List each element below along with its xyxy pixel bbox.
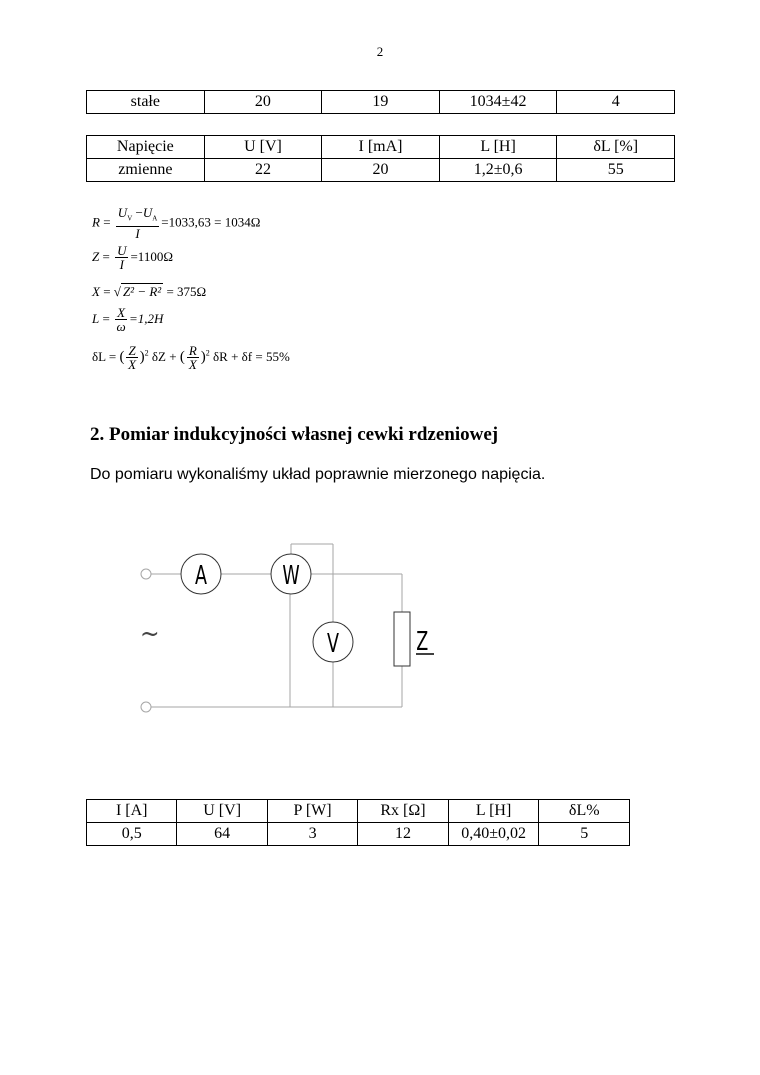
impedance-label: Z [416,627,429,657]
table-header: P [W] [267,800,357,823]
circuit-diagram [0,530,760,730]
formula-symbol: U [142,205,153,220]
formula-numerator: X [117,305,126,320]
formula-denominator: X [128,357,137,372]
table-cell: 3 [267,823,357,846]
formula-radicand: Z² − R² [122,284,162,299]
results-table-zmienne [86,135,675,182]
table-cell: 5 [539,823,630,846]
section-paragraph: Do pomiaru wykonaliśmy układ poprawnie mierzonego napięcia. [90,466,546,483]
formula-l: L = $\frac{X}{\omega}$ =1,2H [92,305,164,334]
fraction [116,206,160,241]
formula-x: X = √ Z² − R² = 375Ω [92,284,207,299]
voltmeter-label: V [327,629,339,659]
formula-lhs: L [92,310,100,326]
ac-source-icon: ~ [140,619,160,649]
formula-lhs: R [92,214,100,230]
table-header: I [mA] [322,136,440,159]
table-cell: 19 [322,91,440,114]
table-cell: zmienne [87,159,205,182]
formula-denominator: ω [116,319,126,334]
table-header: L [H] [439,136,557,159]
ammeter-label: A [195,561,207,591]
table-cell: 12 [358,823,448,846]
formula-result: =1033,63 = 1034Ω [161,214,261,230]
formula-result: =1100Ω [130,248,173,264]
formula-numerator: R [188,343,197,358]
fraction [115,244,128,272]
impedance-icon [394,612,410,666]
table-cell: 22 [204,159,322,182]
table-header: δL [%] [557,136,675,159]
formula-numerator: Z [128,343,136,358]
terminal-bottom [141,702,151,712]
wattmeter-label: W [282,561,300,591]
sqrt-icon: √ [113,284,121,299]
page-number: 2 [376,44,384,59]
table-row [87,136,675,159]
table-cell: 0,5 [87,823,177,846]
table-header: U [V] [204,136,322,159]
formula-denominator: I [135,225,140,241]
formula-symbol: U [117,205,128,220]
formula-dl: δL = ( $\frac{Z}{X}$ )$^2$ δZ + ( $\frac{R}{X}$ )$^2$ δR + δf = 55% [92,343,290,372]
table-cell: stałe [87,91,205,114]
table-cell: 20 [322,159,440,182]
formula-subscript: V [127,214,133,223]
table-header: δL% [539,800,630,823]
terminal-top [141,569,151,579]
fraction [115,306,127,334]
formula-lhs: Z [92,248,100,264]
table-cell: 20 [204,91,322,114]
formula-operator: − [135,205,143,220]
formula-result: =1,2H [129,310,164,326]
table-row [87,91,675,114]
table-cell: 4 [557,91,675,114]
table-cell: 1,2±0,6 [439,159,557,182]
formula-lhs: X [92,284,100,299]
results-table-stale [86,90,675,114]
fraction [126,344,137,372]
table-row [87,823,630,846]
formula-r: R = $\frac{U_V -U_A}{I}$ =1033,63 = 1034Ω [92,205,261,241]
section-heading: 2. Pomiar indukcyjności własnej cewki rdzeniowej [90,424,499,445]
table-header: U [V] [177,800,267,823]
table-header: Rx [Ω] [358,800,448,823]
table-header: L [H] [448,800,539,823]
formula-term: δZ + [151,348,177,364]
table-header: I [A] [87,800,177,823]
table-cell: Napięcie [87,136,205,159]
table-row [87,159,675,182]
formula-result: = 375Ω [166,284,207,299]
formula-denominator: I [119,257,124,272]
table-cell: 0,40±0,02 [448,823,539,846]
measurement-table [86,799,630,846]
table-cell: 1034±42 [439,91,557,114]
fraction [187,344,199,372]
formula-term: δR + δf = 55% [213,348,290,364]
formula-numerator: U [117,243,127,258]
table-cell: 64 [177,823,267,846]
table-cell: 55 [557,159,675,182]
formula-lhs: δL [92,348,106,364]
formula-subscript: A [152,214,158,223]
formula-denominator: X [188,357,197,372]
table-row [87,800,630,823]
formula-z: Z = $\frac{U}{I}$ =1100Ω [92,243,173,272]
